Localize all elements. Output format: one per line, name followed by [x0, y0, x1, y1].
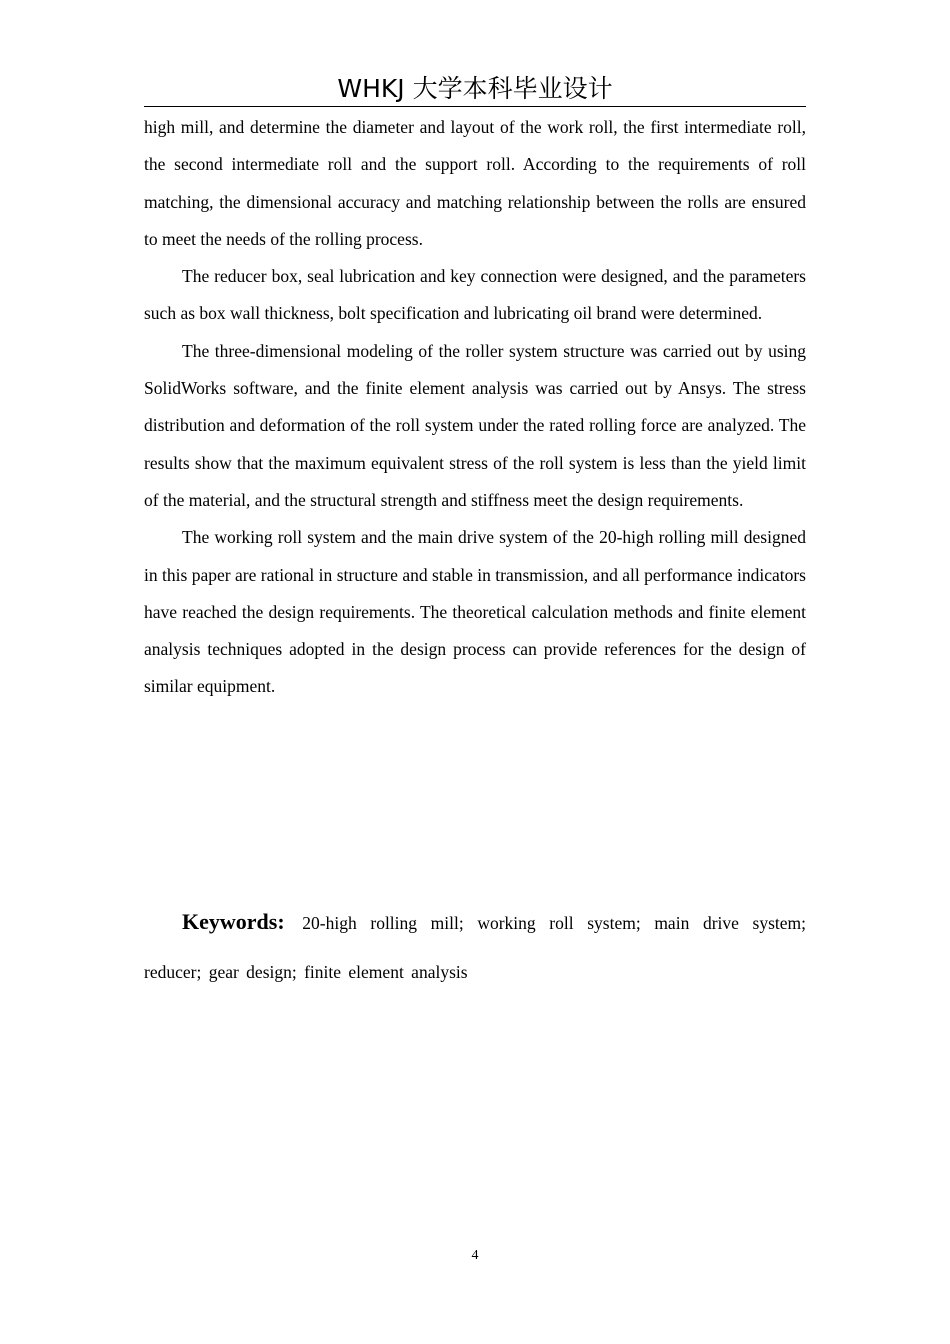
paragraph-reducer-design: The reducer box, seal lubrication and key connection were designed, and the parameters such as box wall thickness, bolt specification and lubricating oil brand were determined.: [144, 266, 806, 324]
keywords-label: Keywords:: [182, 909, 285, 934]
page-number: 4: [471, 1248, 479, 1263]
abstract-body: [144, 109, 806, 706]
paragraph-conclusion: The working roll system and the main drive system of the 20-high rolling mill designed in this paper are rational in structure and stable in transmission, and all performance indicators have reached the design requirements. The theoretical calculation methods and finite element analysis techniques adopted in the design process can provide references for the design of similar equipment.: [144, 527, 806, 697]
keywords-text: 20-high rolling mill; working roll system; main drive system; reducer; gear design; finite element analysis: [144, 913, 807, 982]
keywords-section: [144, 897, 806, 997]
paragraph-continuation: high mill, and determine the diameter and layout of the work roll, the first intermediate roll, the second intermediate roll and the support roll. According to the requirements of roll matching, the dimensional accuracy and matching relationship between the rolls are ensured to meet the needs of the rolling process.: [144, 117, 806, 249]
page-header-title: WHKJ 大学本科毕业设计: [337, 74, 613, 103]
header-rule: [144, 106, 806, 107]
paragraph-modeling-analysis: The three-dimensional modeling of the roller system structure was carried out by using SolidWorks software, and the finite element analysis was carried out by Ansys. The stress distribution and deformation of the roll system under the rated rolling force are analyzed. The results show that the maximum equivalent stress of the roll system is less than the yield limit of the material, and the structural strength and stiffness meet the design requirements.: [144, 340, 806, 510]
